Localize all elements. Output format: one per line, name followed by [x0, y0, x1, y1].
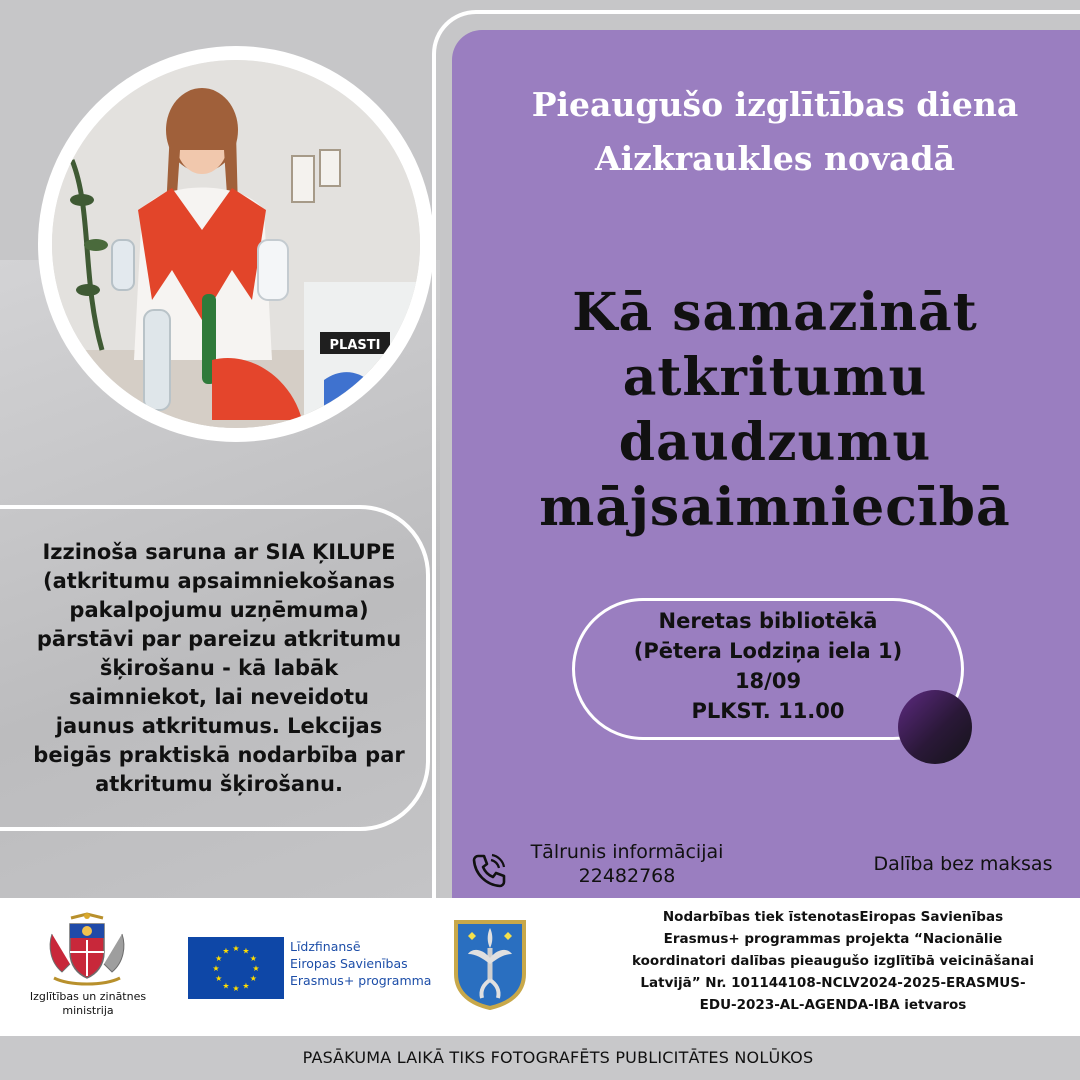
- bin-label: PLASTI: [329, 338, 381, 353]
- ministry-coat-of-arms-icon: [40, 912, 134, 988]
- eu-line2: Eiropas Savienības: [290, 956, 408, 971]
- description-line: saimniekot, lai neveidotu: [69, 685, 369, 709]
- eu-star-icon: ★: [252, 964, 260, 973]
- event-title-line1: Pieaugušo izglītības diena: [531, 85, 1019, 124]
- participation-note: Dalība bez maksas: [873, 853, 1053, 875]
- description-line: šķirošanu - kā labāk: [99, 656, 339, 680]
- description-line: Izzinoša saruna ar SIA ĶILUPE: [42, 540, 396, 564]
- eu-flag-icon: [188, 937, 284, 999]
- venue-address: (Pētera Lodziņa iela 1): [633, 639, 903, 663]
- eu-star-icon: ★: [242, 981, 250, 991]
- eu-star-icon: ★: [242, 946, 250, 956]
- photo-illustration: [52, 60, 420, 428]
- funding-line: Erasmus+ programmas projekta “Nacionālie: [663, 931, 1003, 947]
- venue-time: PLKST. 11.00: [691, 699, 845, 723]
- description-line: atkritumu šķirošanu.: [95, 772, 343, 796]
- topic-line2: atkritumu: [622, 347, 928, 408]
- municipality-coat-of-arms-icon: [452, 918, 528, 1010]
- eu-line3: Erasmus+ programma: [290, 973, 432, 988]
- decorative-dot: [898, 690, 972, 764]
- funding-statement: [598, 906, 1068, 1016]
- venue-place: Neretas bibliotēkā: [658, 609, 878, 633]
- topic-line4: mājsaimniecībā: [539, 477, 1011, 538]
- eu-line1: Līdzfinansē: [290, 939, 361, 954]
- funding-line: koordinatori dalības pieaugušo izglītībā veicināšanai: [632, 953, 1034, 969]
- topic-line1: Kā samazināt: [572, 282, 978, 343]
- contact-label: Tālrunis informācijai: [530, 841, 724, 863]
- description-line: jaunus atkritumus. Lekcijas: [55, 714, 383, 738]
- funding-line: Latvijā” Nr. 101144108-NCLV2024-2025-ERASMUS-: [640, 975, 1026, 991]
- eu-star-icon: ★: [222, 981, 230, 991]
- event-title-line2: Aizkraukles novadā: [595, 139, 955, 178]
- eu-cofunding-label: [290, 938, 450, 989]
- eu-star-icon: ★: [249, 974, 257, 983]
- eu-star-icon: ★: [249, 954, 257, 963]
- eu-star-icon: ★: [215, 974, 223, 983]
- ministry-name: [18, 990, 158, 1018]
- description-line: (atkritumu apsaimniekošanas: [43, 569, 395, 593]
- contact-phone: 22482768: [578, 865, 676, 887]
- funding-line: EDU-2023-AL-AGENDA-IBA ietvaros: [699, 997, 967, 1013]
- ministry-line2: ministrija: [62, 1004, 114, 1017]
- description-line: pakalpojumu uzņēmuma): [69, 598, 369, 622]
- event-photo: [52, 60, 420, 428]
- ministry-line1: Izglītības un zinātnes: [29, 990, 147, 1003]
- description-line: pārstāvi par pareizu atkritumu: [36, 627, 402, 651]
- venue-date: 18/09: [734, 669, 802, 693]
- funding-line: Nodarbības tiek īstenotasEiropas Savienības: [662, 909, 1004, 925]
- phone-icon: [469, 850, 509, 890]
- eu-star-icon: ★: [222, 946, 230, 956]
- eu-star-icon: ★: [232, 944, 240, 953]
- contact-info: [512, 840, 742, 888]
- event-title: [470, 78, 1080, 186]
- description-line: beigās praktiskā nodarbība par: [33, 743, 405, 767]
- photography-notice: PASĀKUMA LAIKĀ TIKS FOTOGRAFĒTS PUBLICITĀTES NOLŪKOS: [302, 1048, 814, 1067]
- topic-line3: daudzumu: [618, 412, 932, 473]
- description-text: [18, 538, 420, 799]
- eu-star-icon: ★: [212, 964, 220, 973]
- topic-heading: [480, 280, 1070, 540]
- eu-star-icon: ★: [215, 954, 223, 963]
- eu-star-icon: ★: [232, 984, 240, 993]
